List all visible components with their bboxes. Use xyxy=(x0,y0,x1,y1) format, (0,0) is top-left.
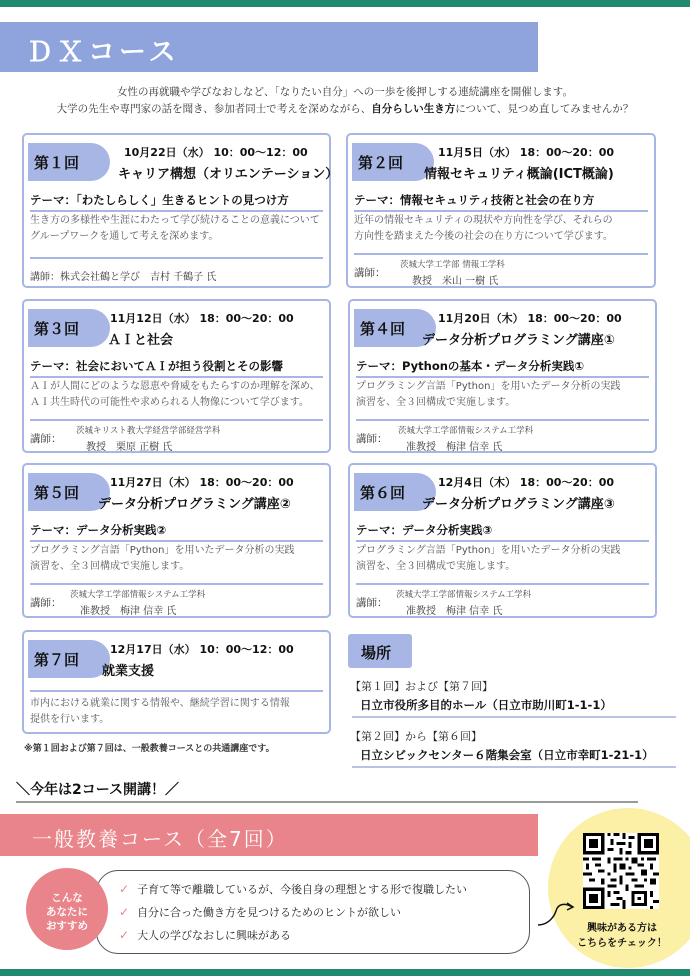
check-icon: ✓ xyxy=(119,905,130,919)
intro-emphasis: 自分らしい生き方 xyxy=(371,103,456,115)
qr-code-icon[interactable] xyxy=(583,833,659,909)
dx-course-title: ＤＸコース xyxy=(26,37,180,68)
session-number: 第７回 xyxy=(34,651,80,669)
recommend-circle xyxy=(26,868,108,950)
lecturer-affiliation: 茨城大学工学部 情報工学科 xyxy=(400,260,505,270)
curved-arrow-icon xyxy=(534,895,578,931)
session-card-6 xyxy=(348,463,657,618)
recommendation-text: 子育て等で離職しているが、今後自身の理想とする形で復職したい xyxy=(137,883,468,896)
two-courses-heading: ＼今年は2コース開講！／ xyxy=(16,782,180,798)
lecturer-name: 准教授 梅津 信幸 氏 xyxy=(80,606,177,617)
check-icon: ✓ xyxy=(119,928,130,942)
lecturer-affiliation: 茨城大学工学部情報システム工学科 xyxy=(70,590,206,600)
session-card-3 xyxy=(22,299,331,453)
venue-divider-1 xyxy=(352,716,676,718)
recommend-line-2: あなたに xyxy=(46,906,88,918)
qr-caption-2: こちらをチェック！ xyxy=(577,938,667,949)
lecturer-affiliation: 茨城キリスト教大学経営学部経営学科 xyxy=(76,426,221,436)
venue-sessions-1-7: 【第１回】および【第７回】 xyxy=(350,680,493,693)
session-badge xyxy=(352,143,434,181)
session-card-2 xyxy=(346,133,656,288)
session-number: 第５回 xyxy=(34,484,80,502)
session-theme: テーマ：情報セキュリティ技術と社会の在り方 xyxy=(354,193,595,207)
intro-line-2 xyxy=(0,101,690,118)
lecturer-label: 講師： xyxy=(30,597,62,609)
session-date: 11月5日（水） 18：00～20：00 xyxy=(438,146,615,159)
session-card-5 xyxy=(22,463,331,618)
session-title: 情報セキュリティ概論(ICT概論) xyxy=(424,167,614,182)
venue-label: 場所 xyxy=(361,644,392,662)
venue-badge xyxy=(348,634,412,668)
session-date: 12月17日（水） 10：00～12：00 xyxy=(110,643,294,656)
session-lecturer: 講師：株式会社鶴と学び 吉村 千鶴子 氏 xyxy=(30,272,217,283)
lecturer-divider xyxy=(354,253,648,255)
session-date: 11月12日（水） 18：00～20：00 xyxy=(110,312,294,325)
session-date: 12月4日（木） 18：00～20：00 xyxy=(438,476,615,489)
lecturer-label: 講師： xyxy=(354,267,386,279)
session-theme: テーマ：社会においてＡＩが担う役割とその影響 xyxy=(30,359,283,373)
recommendation-text: 大人の学びなおしに興味がある xyxy=(137,929,292,942)
session-badge xyxy=(28,640,110,678)
recommendation-item-1 xyxy=(119,881,467,897)
session-number: 第４回 xyxy=(360,320,406,338)
theme-divider xyxy=(356,376,649,378)
bottom-green-bar xyxy=(0,969,690,976)
session-theme: テーマ：「わたしらしく」生きるヒントの見つけ方 xyxy=(30,193,289,207)
recommendation-text: 自分に合った働き方を見つけるためのヒントが欲しい xyxy=(137,906,402,919)
session-number: 第３回 xyxy=(34,320,80,338)
theme-divider xyxy=(354,210,648,212)
session-date: 10月22日（水） 10：00～12：00 xyxy=(124,146,308,159)
lecturer-name: 准教授 梅津 信幸 氏 xyxy=(406,606,503,617)
lecturer-label: 講師： xyxy=(30,433,62,445)
session-date: 11月27日（木） 18：00～20：00 xyxy=(110,476,294,489)
lecturer-affiliation: 茨城大学工学部情報システム工学科 xyxy=(398,426,534,436)
session-description: プログラミング言語「Python」を用いたデータ分析の実践 演習を、全３回構成で実施します。 xyxy=(356,381,621,408)
session-theme: テーマ：データ分析実践② xyxy=(30,523,167,537)
session-description: プログラミング言語「Python」を用いたデータ分析の実践 演習を、全３回構成で実施します。 xyxy=(356,545,621,572)
session-description: 生き方の多様性や生涯にわたって学び続けることの意義について グループワークを通して考えを深めます。 xyxy=(30,215,320,242)
lecturer-divider xyxy=(30,257,323,259)
recommend-line-3: おすすめ xyxy=(45,920,89,932)
session-card-4 xyxy=(348,299,657,453)
theme-divider xyxy=(30,376,323,378)
session-title: データ分析プログラミング講座① xyxy=(422,333,615,348)
lecturer-affiliation: 茨城大学工学部情報システム工学科 xyxy=(396,590,532,600)
theme-divider xyxy=(30,210,323,212)
session-theme: テーマ：データ分析実践③ xyxy=(356,523,493,537)
lecturer-divider xyxy=(356,419,649,421)
intro-text xyxy=(0,84,690,118)
venue-place-1: 日立市役所多目的ホール（日立市助川町1-1-1） xyxy=(360,698,612,712)
session-title: ＡＩと社会 xyxy=(108,333,174,348)
intro-line-2a: 大学の先生や専門家の話を聞き、参加者同士で考えを深めながら、 xyxy=(56,103,372,115)
check-icon: ✓ xyxy=(119,882,130,896)
common-session-note: ※第１回および第７回は、一般教養コースとの共通講座です。 xyxy=(24,744,275,754)
theme-divider xyxy=(356,540,649,542)
top-green-bar xyxy=(0,0,690,7)
session-badge xyxy=(28,309,110,347)
venue-sessions-2-6: 【第２回】から【第６回】 xyxy=(350,730,482,743)
session-description: 近年の情報セキュリティの現状や方向性を学び、それらの 方向性を踏まえた今後の社会の在り方について学びます。 xyxy=(354,215,613,242)
venue-place-2: 日立シビックセンター６階集会室（日立市幸町1-21-1） xyxy=(360,748,654,762)
session-description: 市内における就業に関する情報や、継続学習に関する情報 提供を行います。 xyxy=(30,698,290,725)
session-title: キャリア構想（オリエンテーション） xyxy=(118,167,339,182)
session-description: ＡＩが人間にどのような恩恵や脅威をもたらすのか理解を深め、 ＡＩ共生時代の可能性や求められる人物像について学びます。 xyxy=(30,381,320,408)
lecturer-name: 准教授 梅津 信幸 氏 xyxy=(406,442,503,453)
lecturer-divider xyxy=(30,419,323,421)
session-card-7 xyxy=(22,630,331,734)
lecturer-name: 教授 栗原 正樹 氏 xyxy=(86,442,173,453)
session-title: 就業支援 xyxy=(102,664,155,679)
section-divider xyxy=(16,801,638,803)
intro-line-2c: について、見つめ直してみませんか？ xyxy=(455,103,634,115)
lecturer-name: 教授 米山 一樹 氏 xyxy=(412,276,499,287)
general-course-title: 一般教養コース（全7回） xyxy=(32,827,288,851)
session-number: 第６回 xyxy=(360,484,406,502)
dx-course-banner xyxy=(0,22,538,72)
session-date: 11月20日（木） 18：00～20：00 xyxy=(438,312,622,325)
session-title: データ分析プログラミング講座③ xyxy=(422,497,615,512)
recommendation-item-2 xyxy=(119,904,401,920)
lecturer-label: 講師： xyxy=(356,433,388,445)
recommendation-box xyxy=(96,870,530,954)
title-divider xyxy=(30,690,323,692)
session-badge xyxy=(28,143,110,181)
session-description: プログラミング言語「Python」を用いたデータ分析の実践 演習を、全３回構成で実施します。 xyxy=(30,545,295,572)
session-card-1 xyxy=(22,133,339,288)
general-course-banner xyxy=(0,814,538,856)
intro-line-1: 女性の再就職や学びなおしなど、「なりたい自分」への一歩を後押しする連続講座を開催します。 xyxy=(117,86,573,98)
venue-divider-2 xyxy=(352,766,676,768)
lecturer-divider xyxy=(30,583,323,585)
recommendation-item-3 xyxy=(119,927,291,943)
recommend-line-1: こんな xyxy=(51,892,83,904)
session-number: 第１回 xyxy=(34,154,80,172)
lecturer-label: 講師： xyxy=(356,597,388,609)
session-title: データ分析プログラミング講座② xyxy=(98,497,291,512)
session-number: 第２回 xyxy=(358,154,404,172)
theme-divider xyxy=(30,540,323,542)
lecturer-divider xyxy=(356,583,649,585)
qr-caption-1: 興味がある方は xyxy=(587,923,657,934)
session-theme: テーマ：Pythonの基本・データ分析実践① xyxy=(356,359,585,373)
